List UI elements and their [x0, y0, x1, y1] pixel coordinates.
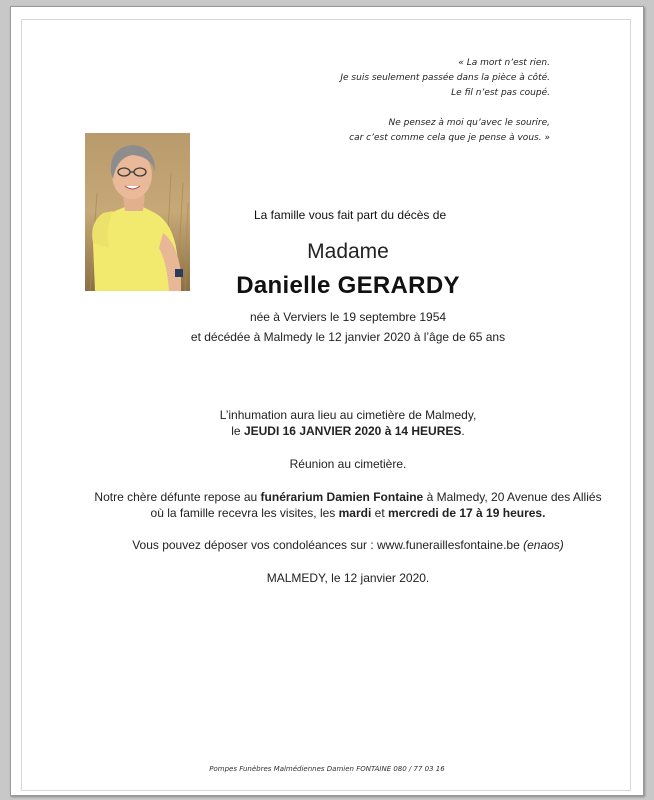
footer-funeral-director: Pompes Funèbres Malmédiennes Damien FONTAINE 080 / 77 03 16 — [209, 765, 445, 773]
birth-line: née à Verviers le 19 septembre 1954 — [249, 310, 447, 324]
funeral-home-name: funérarium Damien Fontaine — [260, 490, 424, 504]
date-line: MALMEDY, le 12 janvier 2020. — [266, 571, 430, 585]
condolences-note: (enaos) — [523, 538, 564, 552]
poem-line: « La mort n’est rien. — [458, 58, 550, 68]
poem-line: Ne pensez à moi qu’avec le sourire, — [388, 118, 550, 128]
poem-line: car c’est comme cela que je pense à vous. » — [349, 133, 550, 143]
condolences-line: Vous pouvez déposer vos condoléances sur : www.funeraillesfontaine.be (enaos) — [132, 538, 564, 552]
burial-line-1: L’inhumation aura lieu au cimetière de Malmedy, — [219, 408, 477, 422]
burial-datetime: JEUDI 16 JANVIER 2020 à 14 HEURES — [243, 424, 462, 438]
poem-quote — [300, 56, 550, 146]
death-line: et décédée à Malmedy le 12 janvier 2020 à l’âge de 65 ans — [190, 330, 506, 344]
announcement-intro: La famille vous fait part du décès de — [254, 208, 447, 222]
burial-line-2: le JEUDI 16 JANVIER 2020 à 14 HEURES. — [231, 424, 465, 438]
deceased-title: Madame — [307, 240, 389, 263]
poem-line: Je suis seulement passée dans la pièce à côté. — [340, 73, 550, 83]
repose-line-1: Notre chère défunte repose au funérarium Damien Fontaine à Malmedy, 20 Avenue des Alliés — [94, 490, 602, 504]
meeting-line: Réunion au cimetière. — [289, 457, 407, 471]
poem-line: Le fil n’est pas coupé. — [451, 88, 550, 98]
repose-line-2: où la famille recevra les visites, les mardi et mercredi de 17 à 19 heures. — [150, 506, 546, 520]
deceased-name: Danielle GERARDY — [236, 272, 460, 299]
